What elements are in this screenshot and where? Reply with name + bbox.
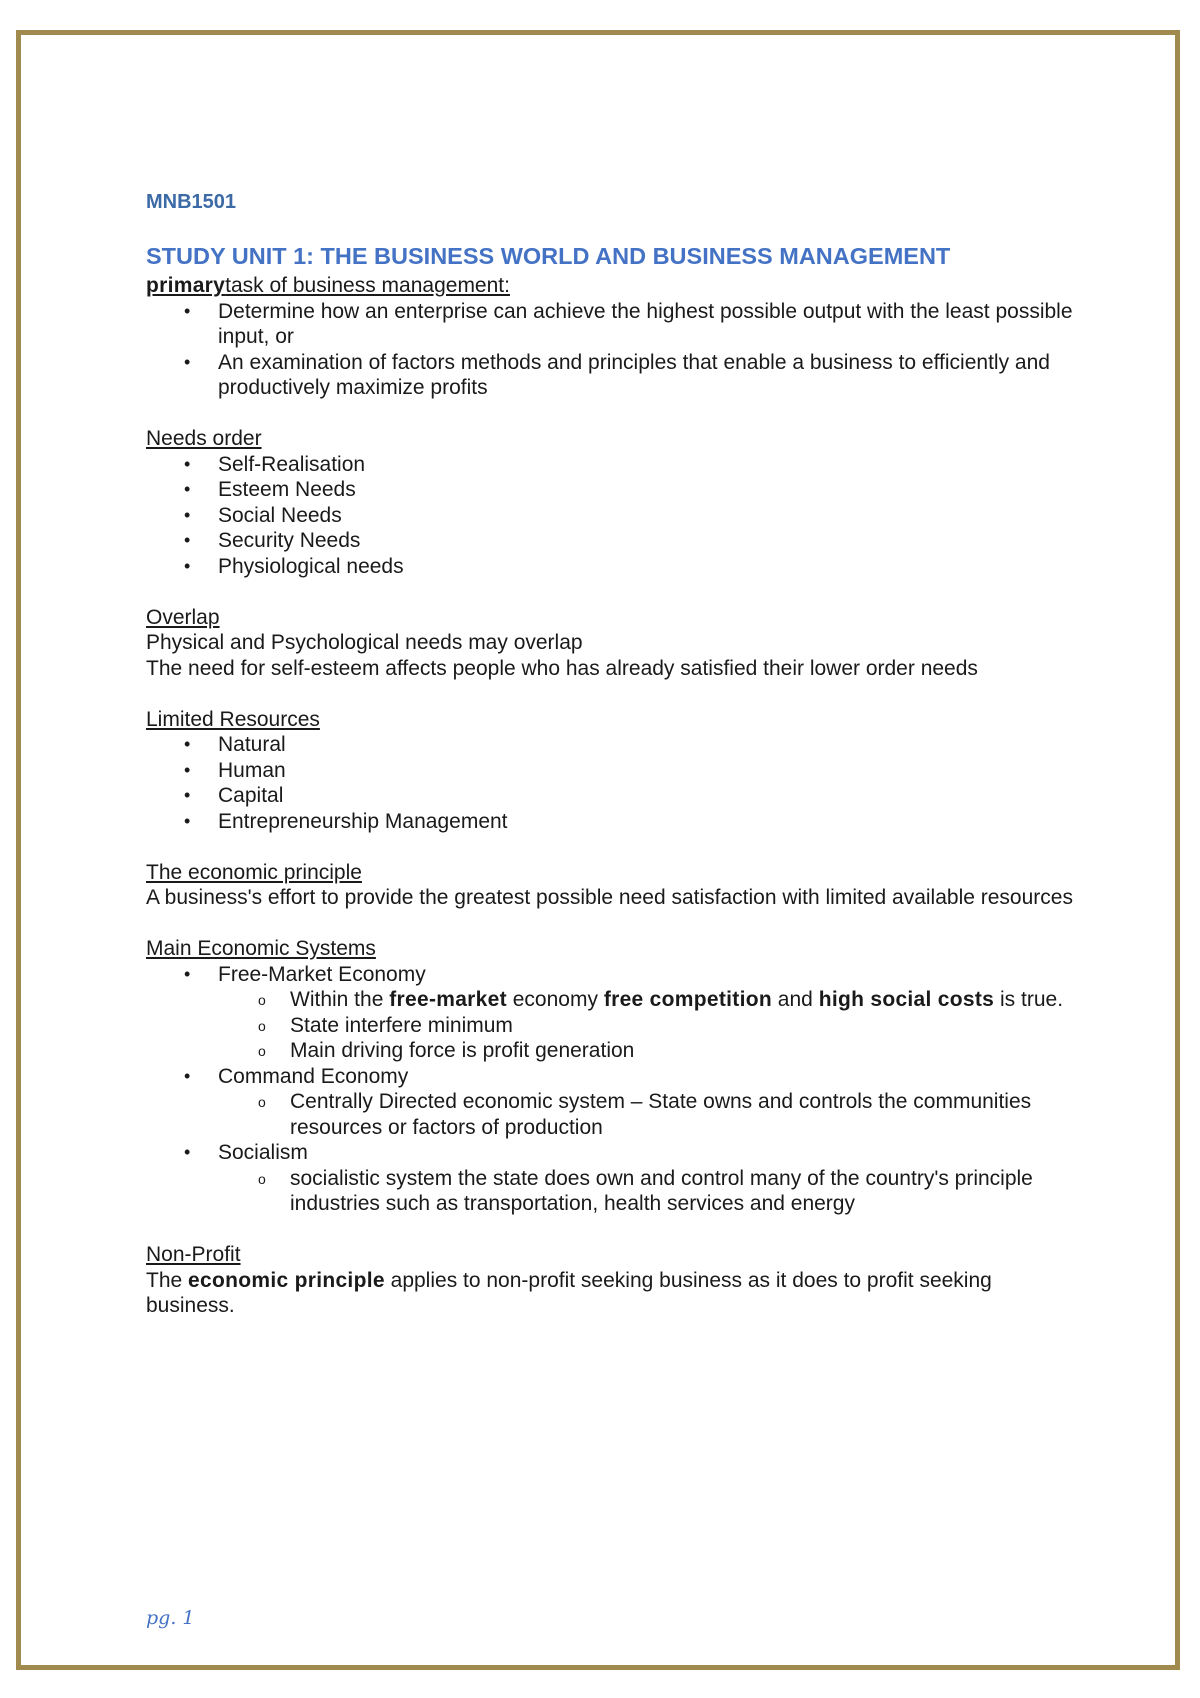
economic-systems-list (146, 962, 1086, 1217)
list-item: • Social Needs (184, 503, 342, 527)
bullet-icon: • (184, 810, 191, 831)
economic-principle-heading: The economic principle (146, 860, 362, 884)
overlap-heading: Overlap (146, 605, 220, 629)
primary-heading-rest: task of business management: (225, 274, 510, 297)
list-item: • Self-Realisation (184, 452, 366, 476)
list-item-socialism: • Socialism o socialistic system the state does own and control many of the country's principle industries such as transportation, health services and energy (146, 1140, 1086, 1217)
sub-list-item: o Main driving force is profit generation (218, 1038, 1086, 1064)
document-body (146, 190, 1086, 1319)
course-code: MNB1501 (146, 191, 237, 213)
non-profit-heading: Non-Profit (146, 1243, 241, 1266)
needs-order-list (146, 452, 1086, 580)
list-item: • Determine how an enterprise can achieve the highest possible output with the least possible input, or (184, 299, 1073, 348)
list-item: • Esteem Needs (184, 478, 356, 501)
bullet-icon: • (184, 1142, 191, 1162)
non-profit-text: The economic principle applies to non-profit seeking business as it does to profit seeking business. (146, 1268, 992, 1317)
sub-list-item: o Within the free-market economy free competition and high social costs is true. (218, 987, 1086, 1013)
circle-bullet-icon: o (258, 1094, 266, 1110)
bullet-icon: • (184, 453, 191, 474)
bullet-icon: • (184, 504, 191, 525)
primary-task-list (146, 299, 1086, 401)
list-item-command: • Command Economy o Centrally Directed economic system – State owns and controls the communities resources or factors of production (146, 1064, 1086, 1141)
list-item: • Natural (184, 733, 286, 756)
list-item-free-market: • Free-Market Economy o Within the free-market economy free competition and high social costs is true. o State interfere minimum o Main driving force is profit generation (146, 962, 1086, 1064)
unit-title: STUDY UNIT 1: THE BUSINESS WORLD AND BUSINESS MANAGEMENT (146, 243, 951, 269)
bullet-icon: • (184, 555, 191, 576)
sub-list-item: o Centrally Directed economic system – State owns and controls the communities resources or factors of production (258, 1090, 1032, 1139)
bullet-icon: • (184, 300, 191, 321)
bullet-icon: • (184, 351, 191, 372)
bullet-icon: • (184, 759, 191, 780)
list-item: • Capital (184, 784, 284, 807)
bullet-icon: • (184, 734, 191, 754)
list-item: • Physiological needs (184, 554, 404, 578)
list-item: • Security Needs (184, 529, 361, 552)
socialism-sublist (218, 1166, 1086, 1217)
circle-bullet-icon: o (258, 1043, 266, 1059)
free-market-sublist (218, 987, 1086, 1064)
limited-resources-heading: Limited Resources (146, 707, 320, 731)
economic-principle-text: A business's effort to provide the greatest possible need satisfaction with limited available resources (146, 886, 1073, 909)
bullet-icon: • (184, 785, 191, 805)
list-item: • Entrepreneurship Management (184, 809, 508, 833)
sub-list-item: o socialistic system the state does own and control many of the country's principle industries such as transportation, health services and energy (258, 1166, 1033, 1215)
page-number: pg. 1 (146, 1607, 195, 1629)
bullet-icon: • (184, 530, 191, 550)
needs-order-heading: Needs order (146, 427, 262, 450)
sub-list-item: o State interfere minimum (218, 1013, 1086, 1039)
bullet-icon: • (184, 479, 191, 499)
limited-resources-list (146, 732, 1086, 834)
circle-bullet-icon: o (258, 1017, 266, 1034)
economic-systems-heading: Main Economic Systems (146, 937, 376, 960)
circle-bullet-icon: o (258, 992, 266, 1008)
overlap-line: Physical and Psychological needs may overlap (146, 631, 583, 654)
command-sublist (218, 1089, 1086, 1140)
overlap-line: The need for self-esteem affects people who has already satisfied their lower order needs (146, 656, 978, 680)
primary-task-heading (146, 273, 1086, 299)
bullet-icon: • (184, 963, 191, 984)
bullet-icon: • (184, 1065, 191, 1086)
list-item: • An examination of factors methods and principles that enable a business to efficiently and productively maximize profits (184, 350, 1050, 399)
primary-bold-word: primary (146, 274, 226, 297)
circle-bullet-icon: o (258, 1170, 266, 1187)
list-item: • Human (184, 758, 286, 782)
